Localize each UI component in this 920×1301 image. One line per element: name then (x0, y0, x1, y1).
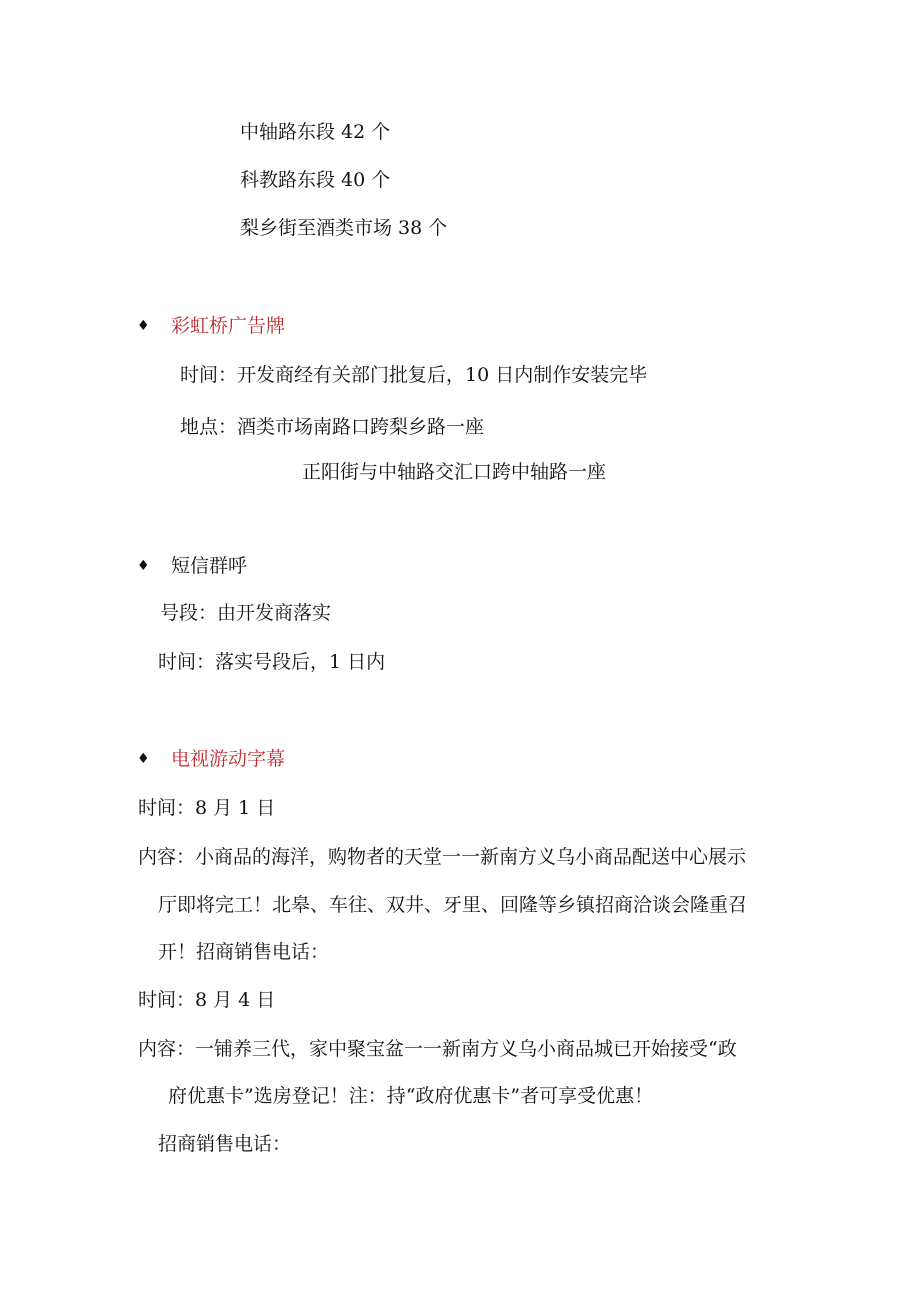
list-item-kejiao-road: 科教路东段 40 个 (240, 169, 391, 191)
diamond-bullet-icon: ♦ (137, 751, 150, 767)
list-item-lixiang-street: 梨乡街至酒类市场 38 个 (240, 217, 448, 239)
list-item-zhongzhou-road: 中轴路东段 42 个 (240, 121, 391, 143)
tv-caption-content-1-line-2: 厅即将完工！北皋、车往、双井、牙里、回隆等乡镇招商洽谈会隆重召 (158, 894, 748, 916)
tv-caption-content-2-line-1: 内容：一铺养三代，家中聚宝盆一一新南方义乌小商品城已开始接受“政 (138, 1038, 737, 1060)
sms-number-range: 号段：由开发商落实 (160, 602, 332, 624)
section-title-rainbow-bridge: 彩虹桥广告牌 (171, 315, 286, 337)
rainbow-bridge-place-2: 正阳街与中轴路交汇口跨中轴路一座 (302, 461, 607, 483)
section-title-sms: 短信群呼 (171, 555, 248, 577)
tv-caption-content-2-line-3: 招商销售电话： (158, 1133, 292, 1155)
tv-caption-content-2-line-2: 府优惠卡”选房登记！注：持“政府优惠卡”者可享受优惠！ (168, 1085, 654, 1107)
rainbow-bridge-place: 地点：酒类市场南路口跨梨乡路一座 (180, 416, 485, 438)
rainbow-bridge-time: 时间：开发商经有关部门批复后，10 日内制作安装完毕 (180, 364, 648, 386)
tv-caption-content-1-line-3: 开！招商销售电话： (158, 941, 330, 963)
diamond-bullet-icon: ♦ (137, 558, 150, 574)
section-title-tv-caption: 电视游动字幕 (171, 748, 286, 770)
diamond-bullet-icon: ♦ (137, 318, 150, 334)
tv-caption-time-2: 时间：8 月 4 日 (138, 989, 276, 1011)
sms-time: 时间：落实号段后，1 日内 (158, 651, 386, 673)
tv-caption-content-1-line-1: 内容：小商品的海洋，购物者的天堂一一新南方义乌小商品配送中心展示 (138, 846, 747, 868)
tv-caption-time-1: 时间：8 月 1 日 (138, 797, 276, 819)
